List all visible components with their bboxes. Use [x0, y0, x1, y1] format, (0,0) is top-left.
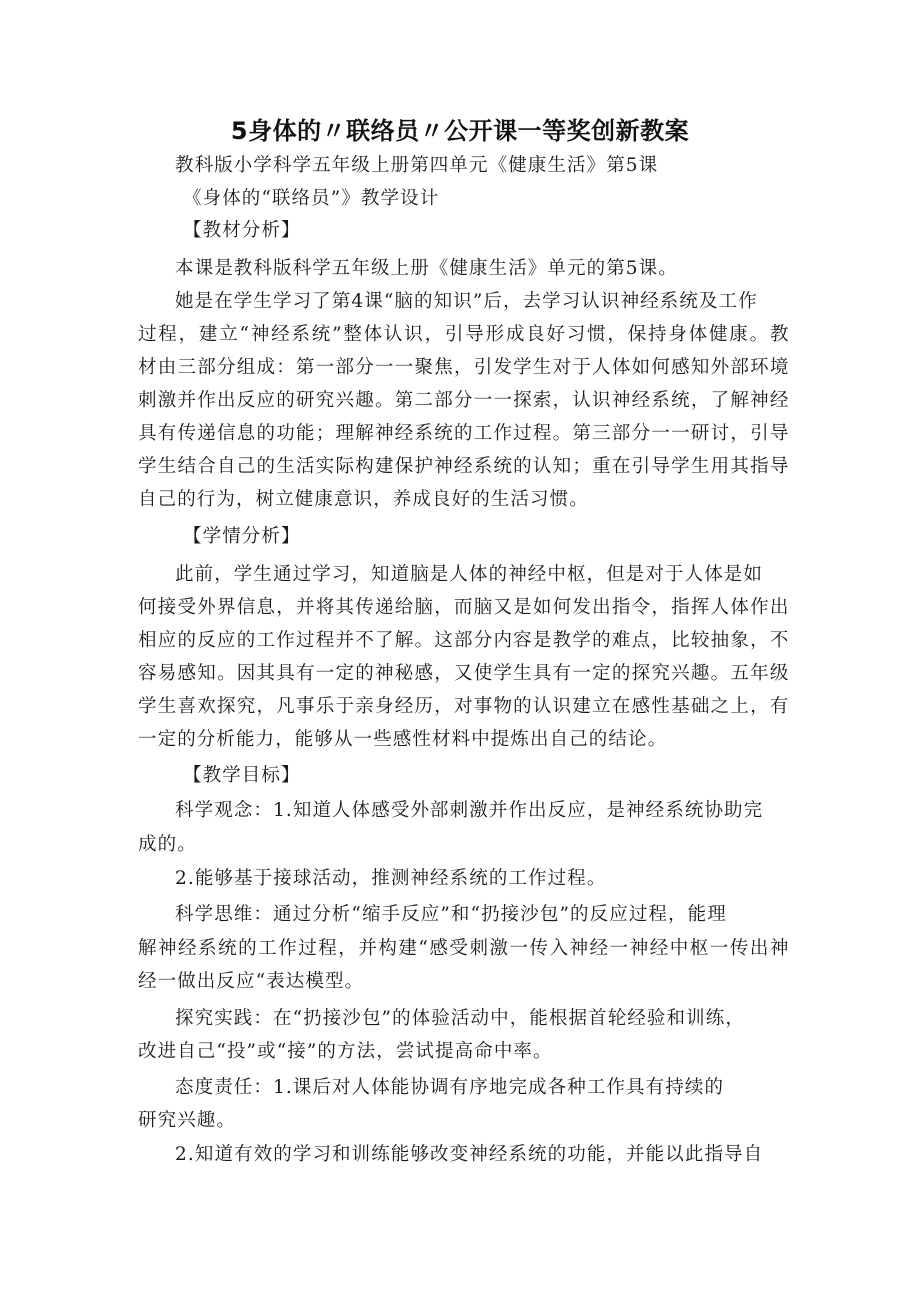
paragraph-line: 解神经系统的工作过程，并构建“感受刺激一传入神经一神经中枢一传出神: [138, 938, 789, 959]
subtitle-line-2: 《身体的“联络员”》教学设计: [183, 188, 440, 209]
document-title: 5身体的〃联络员〃公开课一等奖创新教案: [230, 117, 690, 145]
paragraph-line: 相应的反应的工作过程并不了解。这部分内容是教学的难点，比较抽象，不: [138, 630, 789, 651]
paragraph-line: 具有传递信息的功能；理解神经系统的工作过程。第三部分一一研讨，引导: [138, 423, 789, 444]
paragraph-line: 科学观念：1.知道人体感受外部刺激并作出反应，是神经系统协助完: [175, 800, 764, 821]
paragraph-line: 研究兴趣。: [138, 1110, 237, 1131]
paragraph-line: 过程，建立“神经系统”整体认识，引导形成良好习惯，保持身体健康。教: [138, 324, 789, 345]
paragraph-line: 她是在学生学习了第4课“脑的知识”后，去学习认识神经系统及工作: [175, 291, 758, 312]
paragraph-line: 改进自己“投”或“接”的方法，尝试提高命中率。: [138, 1041, 553, 1062]
paragraph-line: 此前，学生通过学习，知道脑是人体的神经中枢，但是对于人体是如: [175, 564, 764, 585]
section-heading-students: 【学情分析】: [183, 526, 301, 547]
section-heading-textbook: 【教材分析】: [183, 220, 301, 241]
paragraph-line: 刺激并作出反应的研究兴趣。第二部分一一探索，认识神经系统，了解神经: [138, 390, 789, 411]
paragraph-line: 学生喜欢探究，凡事乐于亲身经历，对事物的认识建立在感性基础之上，有: [138, 696, 789, 717]
paragraph-line: 科学思维：通过分析“缩手反应”和“扔接沙包”的反应过程，能理: [175, 904, 727, 925]
paragraph-line: 何接受外界信息，并将其传递给脑，而脑又是如何发出指令，指挥人体作出: [138, 597, 789, 618]
paragraph-line: 态度责任：1.课后对人体能协调有序地完成各种工作具有持续的: [175, 1077, 725, 1098]
paragraph-line: 本课是教科版科学五年级上册《健康生活》单元的第5课。: [175, 258, 678, 279]
paragraph-line: 容易感知。因其具有一定的神秘感，又使学生具有一定的探究兴趣。五年级: [138, 663, 789, 684]
section-heading-goals: 【教学目标】: [183, 765, 301, 786]
paragraph-line: 2.能够基于接球活动，推测神经系统的工作过程。: [175, 868, 607, 889]
subtitle-line-1: 教科版小学科学五年级上册第四单元《健康生活》第5课: [175, 155, 659, 176]
paragraph-line: 材由三部分组成：第一部分一一聚焦，引发学生对于人体如何感知外部环境: [138, 357, 789, 378]
paragraph-line: 学生结合自己的生活实际构建保护神经系统的认知；重在引导学生用其指导: [138, 456, 789, 477]
paragraph-line: 经一做出反应“表达模型。: [138, 971, 365, 992]
paragraph-line: 探究实践：在“扔接沙包”的体验活动中，能根据首轮经验和训练，: [175, 1008, 745, 1029]
paragraph-line: 成的。: [138, 834, 197, 855]
paragraph-line: 自己的行为，树立健康意识，养成良好的生活习惯。: [138, 489, 589, 510]
paragraph-line: 一定的分析能力，能够从一些感性材料中提炼出自己的结论。: [138, 729, 668, 750]
paragraph-line: 2.知道有效的学习和训练能够改变神经系统的功能，并能以此指导自: [175, 1144, 764, 1165]
